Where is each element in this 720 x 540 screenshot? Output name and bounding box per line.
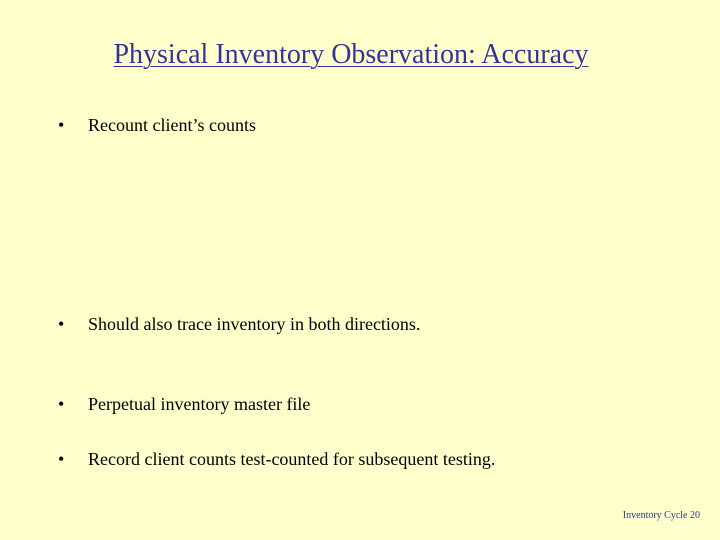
bullet-marker: • (58, 394, 65, 414)
bullet-text: Recount client’s counts (88, 115, 256, 135)
slide-footer: Inventory Cycle 20 (622, 510, 700, 521)
bullet-item-recount (58, 113, 256, 137)
bullet-text: Perpetual inventory master file (88, 394, 311, 414)
bullet-item-record (58, 447, 495, 471)
bullet-text: Record client counts test-counted for subsequent testing. (88, 449, 496, 469)
bullet-marker: • (58, 115, 65, 135)
bullet-marker: • (58, 314, 65, 334)
bullet-text: Should also trace inventory in both directions. (88, 314, 421, 334)
slide-title: Physical Inventory Observation: Accuracy (113, 39, 589, 70)
bullet-marker: • (58, 449, 65, 469)
bullet-item-perpetual (58, 392, 310, 416)
bullet-item-trace (58, 312, 420, 336)
